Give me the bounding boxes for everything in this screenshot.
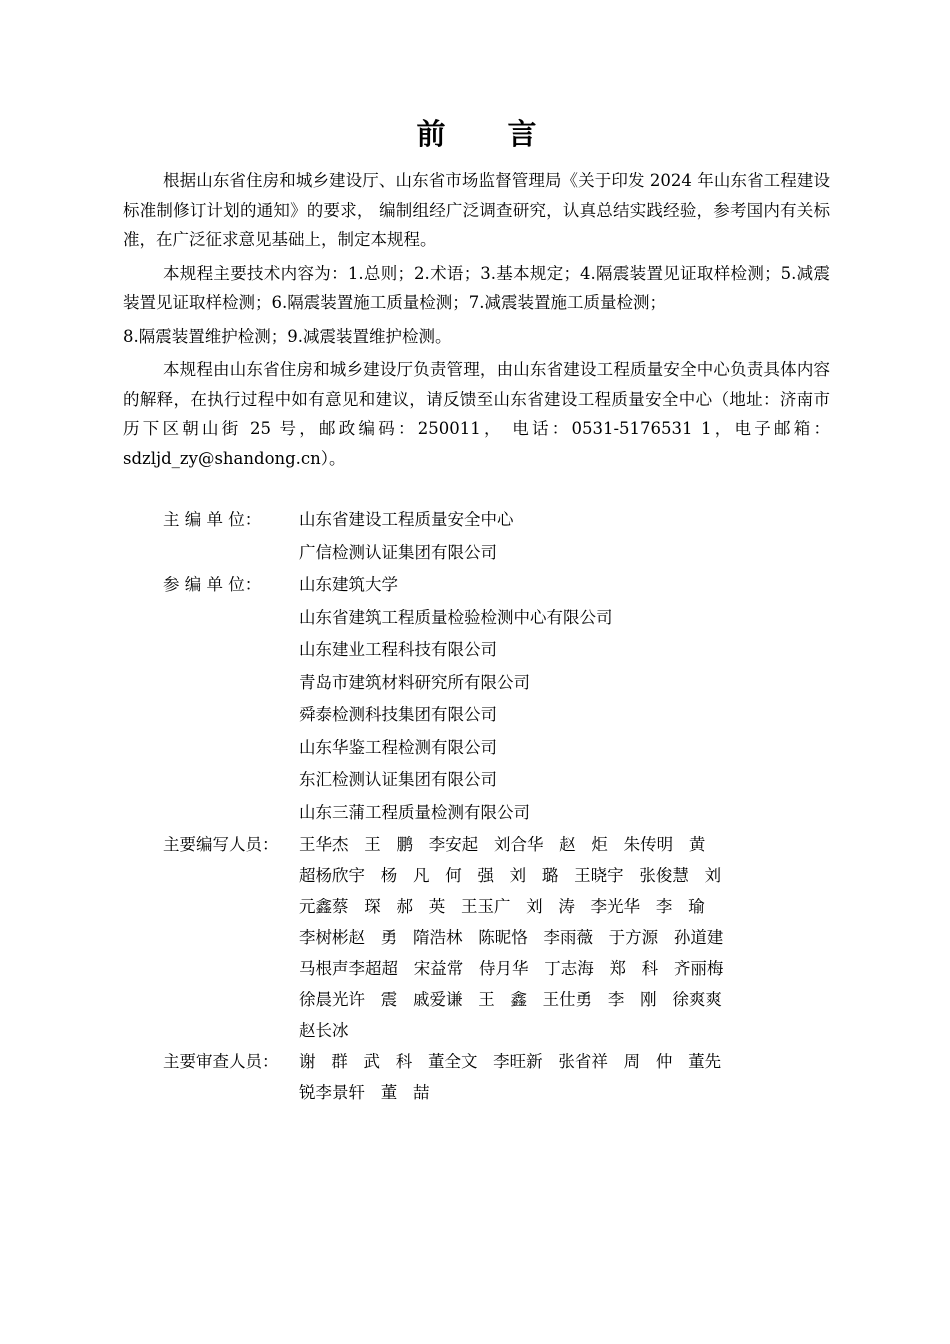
units-section: [163, 504, 830, 829]
list-item: 山东建业工程科技有限公司: [299, 640, 497, 659]
participating-units-label: 参 编 单 位：: [163, 575, 262, 594]
list-item: 广信检测认证集团有限公司: [299, 542, 497, 562]
page-title: 前 言: [416, 117, 563, 151]
drafters-label: 主要编写人员：: [163, 835, 279, 854]
list-item: 青岛市建筑材料研究所有限公司: [299, 672, 530, 692]
drafters: [163, 829, 830, 1046]
list-item: 东汇检测认证集团有限公司: [299, 770, 497, 789]
chief-units-list: [299, 504, 830, 569]
list-item: 山东建筑大学: [299, 575, 398, 594]
list-item: 超杨欣宇 杨 凡 何 强 刘 璐 王晓宇 张俊慧 刘: [299, 866, 722, 885]
list-item: 徐晨光许 震 戚爱谦 王 鑫 王仕勇 李 刚 徐爽爽: [299, 990, 722, 1009]
list-item: 马根声李超超 宋益常 侍月华 丁志海 郑 科 齐丽梅: [299, 959, 724, 978]
paragraph-technical-content-cont: 8.隔震装置维护检测；9.减震装置维护检测。: [123, 326, 452, 346]
list-item: 山东三蒲工程质量检测有限公司: [299, 802, 530, 822]
participating-units: [163, 569, 830, 829]
list-item: 王华杰 王 鹏 李安起 刘合华 赵 炬 朱传明 黄: [299, 835, 706, 854]
chief-units: [163, 504, 830, 569]
list-item: 李树彬赵 勇 隋浩林 陈昵恪 李雨薇 于方源 孙道建: [299, 928, 724, 947]
list-item: 赵长冰: [299, 1021, 349, 1040]
list-item: 锐李景轩 董 喆: [299, 1083, 430, 1102]
paragraph-management: 本规程由山东省住房和城乡建设厅负责管理，由山东省建设工程质量安全中心负责具体内容的解释，在执行过程中如有意见和建议，请反馈至山东省建设工程质量安全中心（地址：济南市历下区朝山街 25 号，邮政编码：250011， 电话：0531-5176531 1，电子邮箱：sdzljd_zy@shandong.cn）。: [123, 360, 830, 468]
participating-units-list: [299, 569, 830, 829]
list-item: 元鑫蔡 琛 郝 英 王玉广 刘 涛 李光华 李 瑜: [299, 897, 705, 916]
drafters-list: [299, 829, 830, 1046]
reviewers: [163, 1046, 830, 1108]
list-item: 谢 群 武 科 董全文 李旺新 张省祥 周 仲 董先: [299, 1052, 722, 1071]
preface-body: [123, 166, 830, 477]
list-item: 山东省建筑工程质量检验检测中心有限公司: [299, 607, 613, 627]
people-section: [163, 829, 830, 1108]
reviewers-label: 主要审查人员：: [163, 1052, 279, 1071]
paragraph-intro: 根据山东省住房和城乡建设厅、山东省市场监督管理局《关于印发 2024 年山东省工程建设标准制修订计划的通知》的要求， 编制组经广泛调查研究，认真总结实践经验，参考国内有关标准，在广泛征求意见基础上，制定本规程。: [123, 171, 830, 249]
list-item: 山东华鉴工程检测有限公司: [299, 737, 497, 757]
paragraph-technical-content: 本规程主要技术内容为：1.总则；2.术语；3.基本规定；4.隔震装置见证取样检测；5.减震装置见证取样检测；6.隔震装置施工质量检测；7.减震装置施工质量检测；: [123, 263, 830, 312]
list-item: 山东省建设工程质量安全中心: [299, 510, 514, 529]
list-item: 舜泰检测科技集团有限公司: [299, 705, 497, 724]
reviewers-list: [299, 1046, 830, 1108]
chief-units-label: 主 编 单 位：: [163, 510, 262, 529]
